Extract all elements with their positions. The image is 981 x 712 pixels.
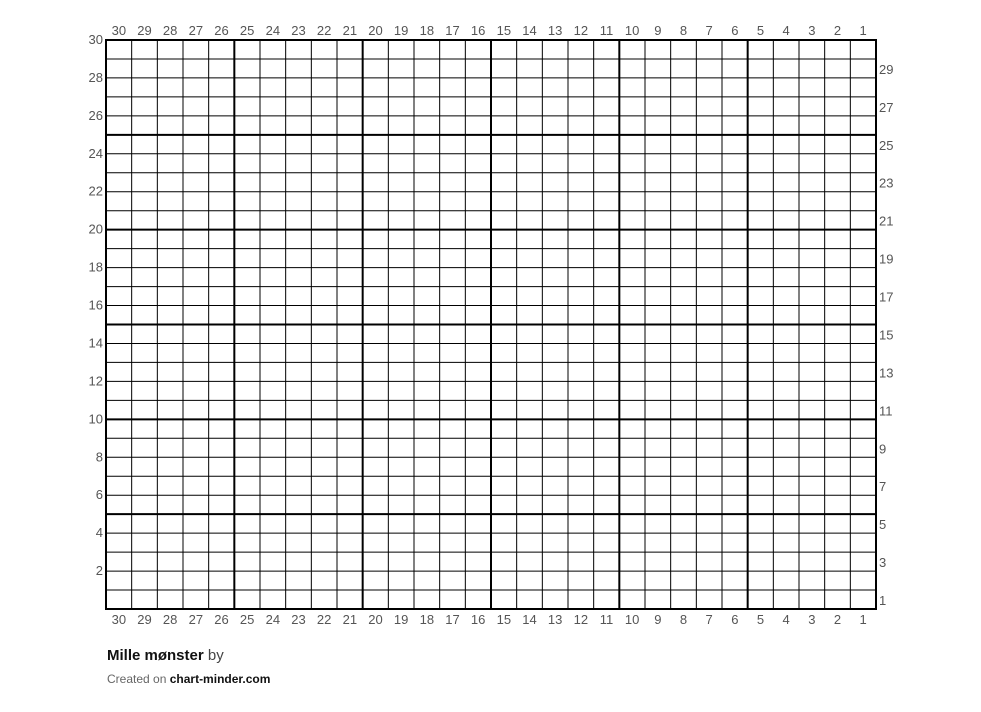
column-number-bottom: 8 <box>679 612 688 627</box>
row-number-left: 20 <box>88 221 103 237</box>
credit-line <box>107 671 807 687</box>
row-number-right: 19 <box>879 251 894 267</box>
row-number-left: 14 <box>88 335 103 351</box>
column-number-top: 6 <box>731 23 739 38</box>
column-number-top: 19 <box>393 23 409 38</box>
row-number-left: 26 <box>88 107 103 123</box>
row-number-right: 21 <box>879 213 894 229</box>
row-number-left: 22 <box>88 183 103 199</box>
row-number-right: 11 <box>879 403 893 419</box>
column-number-bottom: 2 <box>833 612 842 627</box>
column-number-bottom: 22 <box>316 612 332 627</box>
row-number-left: 28 <box>88 69 103 85</box>
column-number-top: 25 <box>239 23 255 38</box>
row-number-right: 23 <box>879 175 894 191</box>
column-number-top: 26 <box>214 23 229 38</box>
row-number-right: 13 <box>879 365 894 381</box>
column-number-bottom: 4 <box>782 612 790 627</box>
column-number-bottom: 25 <box>239 612 255 627</box>
column-number-bottom: 15 <box>496 612 512 627</box>
column-number-top: 12 <box>573 23 589 38</box>
column-number-top: 2 <box>833 23 842 38</box>
row-number-left: 30 <box>88 32 103 47</box>
column-number-top: 15 <box>496 23 512 38</box>
column-number-bottom: 14 <box>522 612 537 627</box>
column-number-bottom: 9 <box>654 612 662 627</box>
row-number-right: 15 <box>879 327 894 343</box>
site-link[interactable]: chart-minder.com <box>169 672 271 686</box>
created-on-label: Created on <box>107 672 167 686</box>
column-number-top: 13 <box>547 23 563 38</box>
footer-title-line <box>107 646 807 666</box>
column-number-bottom: 27 <box>188 612 204 627</box>
column-number-bottom: 1 <box>859 612 867 627</box>
row-number-right: 1 <box>879 593 887 608</box>
column-number-bottom: 3 <box>808 612 816 627</box>
column-number-top: 21 <box>342 23 358 38</box>
column-number-top: 20 <box>368 23 383 38</box>
column-number-bottom: 16 <box>470 612 486 627</box>
column-number-bottom: 12 <box>573 612 589 627</box>
column-number-bottom: 28 <box>162 612 178 627</box>
row-number-left: 8 <box>95 449 103 465</box>
column-number-bottom: 29 <box>137 612 152 627</box>
column-number-bottom: 20 <box>368 612 383 627</box>
column-number-top: 8 <box>679 23 688 38</box>
column-number-top: 3 <box>808 23 816 38</box>
column-number-bottom: 30 <box>111 612 127 627</box>
column-number-top: 30 <box>111 23 127 38</box>
column-number-top: 9 <box>654 23 662 38</box>
column-number-top: 18 <box>419 23 435 38</box>
column-number-bottom: 21 <box>342 612 358 627</box>
row-number-right: 3 <box>879 555 887 571</box>
row-number-left: 18 <box>88 259 103 275</box>
column-number-top: 28 <box>162 23 178 38</box>
column-number-bottom: 6 <box>731 612 739 627</box>
row-number-left: 6 <box>95 487 103 503</box>
column-number-top: 4 <box>782 23 790 38</box>
row-number-right: 7 <box>879 479 887 495</box>
row-number-left: 4 <box>95 525 103 541</box>
column-number-top: 17 <box>445 23 460 38</box>
column-number-top: 16 <box>470 23 486 38</box>
column-number-top: 10 <box>624 23 640 38</box>
column-number-bottom: 5 <box>756 612 765 627</box>
column-number-bottom: 10 <box>624 612 640 627</box>
column-number-bottom: 18 <box>419 612 435 627</box>
row-number-right: 17 <box>879 289 894 305</box>
row-number-right: 5 <box>879 517 887 533</box>
column-number-bottom: 23 <box>291 612 306 627</box>
column-number-bottom: 7 <box>705 612 713 627</box>
column-number-top: 29 <box>137 23 152 38</box>
row-number-right: 27 <box>879 99 894 115</box>
column-number-top: 22 <box>316 23 332 38</box>
column-number-top: 11 <box>599 23 614 38</box>
row-number-right: 29 <box>879 61 894 77</box>
row-number-left: 10 <box>88 411 103 427</box>
column-number-top: 27 <box>188 23 204 38</box>
column-number-bottom: 26 <box>214 612 229 627</box>
row-number-left: 24 <box>88 145 103 161</box>
row-number-left: 12 <box>88 373 103 389</box>
row-number-left: 2 <box>95 563 103 579</box>
column-number-top: 14 <box>522 23 537 38</box>
column-number-bottom: 13 <box>547 612 563 627</box>
pattern-title: Mille mønster <box>107 647 204 664</box>
column-number-top: 7 <box>705 23 713 38</box>
row-number-left: 16 <box>88 297 103 313</box>
column-number-bottom: 24 <box>265 612 281 627</box>
row-number-right: 9 <box>879 441 887 457</box>
column-number-top: 24 <box>265 23 281 38</box>
author-by-label: by <box>207 647 224 664</box>
column-number-bottom: 17 <box>445 612 460 627</box>
column-number-top: 1 <box>859 23 867 38</box>
chart-footer <box>107 646 807 687</box>
column-number-top: 5 <box>756 23 765 38</box>
row-number-right: 25 <box>879 137 894 153</box>
column-number-top: 23 <box>291 23 306 38</box>
column-number-bottom: 19 <box>393 612 409 627</box>
column-number-bottom: 11 <box>599 612 614 627</box>
